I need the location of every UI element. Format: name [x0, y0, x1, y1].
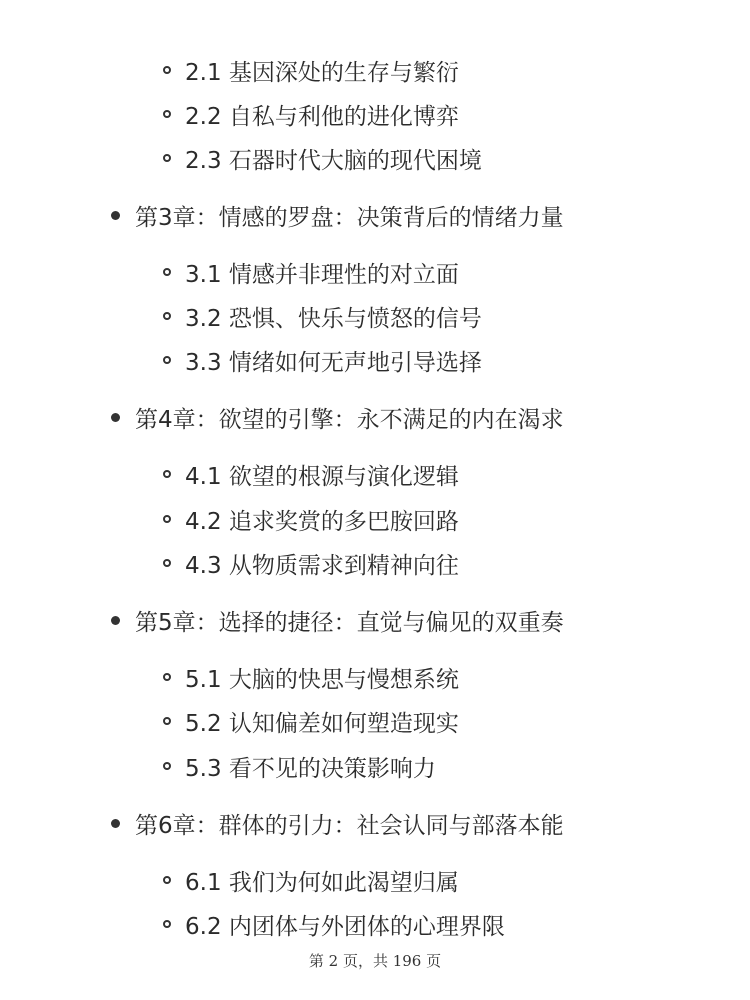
circle-bullet-icon: [163, 762, 171, 770]
disc-bullet-icon: [111, 819, 120, 828]
disc-bullet-icon: [111, 211, 120, 220]
toc-chapter-3: [111, 195, 564, 235]
circle-bullet-icon: [163, 268, 171, 276]
circle-bullet-icon: [163, 876, 171, 884]
circle-bullet-icon: [163, 920, 171, 928]
toc-section-5-3: [163, 746, 436, 786]
circle-bullet-icon: [163, 312, 171, 320]
toc-section-3-1: [163, 252, 459, 292]
toc-section-label: 4.2 追求奖赏的多巴胺回路: [185, 508, 459, 535]
toc-section-2-3: [163, 138, 482, 178]
circle-bullet-icon: [163, 154, 171, 162]
circle-bullet-icon: [163, 110, 171, 118]
toc-section-label: 2.2 自私与利他的进化博弈: [185, 103, 459, 130]
toc-section-label: 5.3 看不见的决策影响力: [185, 755, 436, 782]
toc-section-4-3: [163, 543, 459, 583]
toc-section-label: 5.1 大脑的快思与慢想系统: [185, 666, 459, 693]
toc-chapter-5: [111, 600, 564, 640]
circle-bullet-icon: [163, 559, 171, 567]
toc-chapter-6: [111, 803, 564, 843]
circle-bullet-icon: [163, 717, 171, 725]
circle-bullet-icon: [163, 515, 171, 523]
toc-section-label: 6.1 我们为何如此渴望归属: [185, 869, 459, 896]
toc-section-4-2: [163, 499, 459, 539]
toc-section-2-2: [163, 94, 459, 134]
toc-chapter-4: [111, 397, 564, 437]
toc-section-label: 5.2 认知偏差如何塑造现实: [185, 710, 459, 737]
toc-section-4-1: [163, 454, 459, 494]
toc-section-label: 3.3 情绪如何无声地引导选择: [185, 349, 482, 376]
toc-chapter-label: 第5章：选择的捷径：直觉与偏见的双重奏: [135, 609, 564, 636]
disc-bullet-icon: [111, 616, 120, 625]
toc-section-6-1: [163, 860, 459, 900]
toc-section-label: 6.2 内团体与外团体的心理界限: [185, 913, 505, 940]
toc-section-3-2: [163, 296, 482, 336]
toc-chapter-label: 第3章：情感的罗盘：决策背后的情绪力量: [135, 204, 564, 231]
toc-section-2-1: [163, 50, 459, 90]
toc-section-6-2: [163, 904, 505, 944]
toc-section-5-2: [163, 701, 459, 741]
circle-bullet-icon: [163, 356, 171, 364]
page-number-footer: 第 2 页，共 196 页: [308, 952, 442, 970]
toc-section-label: 3.1 情感并非理性的对立面: [185, 261, 459, 288]
toc-section-label: 2.1 基因深处的生存与繁衍: [185, 59, 459, 86]
toc-section-label: 4.1 欲望的根源与演化逻辑: [185, 463, 459, 490]
toc-section-label: 3.2 恐惧、快乐与愤怒的信号: [185, 305, 482, 332]
circle-bullet-icon: [163, 470, 171, 478]
circle-bullet-icon: [163, 66, 171, 74]
toc-section-3-3: [163, 340, 482, 380]
circle-bullet-icon: [163, 673, 171, 681]
toc-section-5-1: [163, 657, 459, 697]
toc-chapter-label: 第6章：群体的引力：社会认同与部落本能: [135, 812, 564, 839]
disc-bullet-icon: [111, 413, 120, 422]
toc-chapter-label: 第4章：欲望的引擎：永不满足的内在渴求: [135, 406, 564, 433]
toc-section-label: 2.3 石器时代大脑的现代困境: [185, 147, 482, 174]
toc-section-label: 4.3 从物质需求到精神向往: [185, 552, 459, 579]
